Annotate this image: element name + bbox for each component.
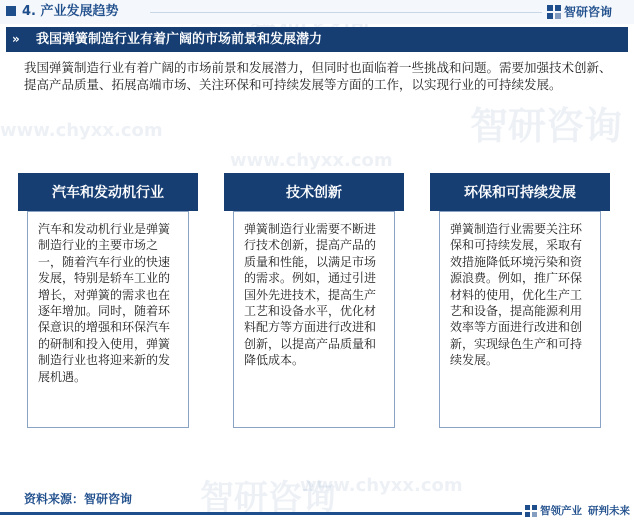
header-divider xyxy=(150,12,542,13)
section-title: 4. 产业发展趋势 xyxy=(22,4,119,19)
page-title: 我国弹簧制造行业有着广阔的市场前景和发展潜力 xyxy=(36,32,323,47)
source-note xyxy=(24,491,132,507)
watermark-url: www.chyxx.com xyxy=(300,475,463,496)
card-title-sustainability: 环保和可持续发展 xyxy=(430,173,610,211)
brand-logo-icon xyxy=(547,5,561,19)
source-label: 资料来源： xyxy=(24,492,85,506)
card-body-sustainability: 弹簧制造行业需要关注环保和可持续发展，采取有效措施降低环境污染和资源浪费。例如，推广环保材料的使用，优化生产工艺和设备，提高能源利用效率等方面进行改进和创新，实现绿色生产和可持续发展。 xyxy=(439,211,601,428)
section-marker-icon xyxy=(6,6,16,16)
brand-logo xyxy=(547,4,612,20)
card-body-innovation: 弹簧制造行业需要不断进行技术创新，提高产品的质量和性能，以满足市场的需求。例如，通过引进国外先进技术，提高生产工艺和设备水平，优化材料配方等方面进行改进和创新，以提高产品质量和降低成本。 xyxy=(233,211,395,428)
watermark-brand: 智研咨询 xyxy=(250,8,370,43)
watermark-url: www.chyxx.com xyxy=(0,120,163,141)
watermark-brand: 智研咨询 xyxy=(200,478,336,518)
slogan-right: 研判未来 xyxy=(588,505,630,517)
source-value: 智研咨询 xyxy=(84,492,133,506)
watermark-url: www.chyxx.com xyxy=(230,150,393,171)
slogan-left: 智领产业 xyxy=(540,505,582,517)
chevron-right-icon: » xyxy=(12,32,18,46)
card-body-automotive: 汽车和发动机行业是弹簧制造行业的主要市场之一，随着汽车行业的快速发展，特别是轿车工业的增长，对弹簧的需求也在逐年增加。同时，随着环保意识的增强和环保汽车的研制和投入使用，弹簧制造行业也将迎来新的发展机遇。 xyxy=(27,211,189,428)
title-bar xyxy=(6,27,628,52)
watermark-brand: 智研咨询 xyxy=(470,104,623,148)
card-title-automotive: 汽车和发动机行业 xyxy=(18,173,198,211)
section-header xyxy=(0,0,634,24)
intro-paragraph: 我国弹簧制造行业有着广阔的市场前景和发展潜力，但同时也面临着一些挑战和问题。需要加强技术创新、提高产品质量、拓展高端市场、关注环保和可持续发展等方面的工作，以实现行业的可持续发展。 xyxy=(24,60,612,92)
footer-brand xyxy=(522,501,634,521)
card-title-innovation: 技术创新 xyxy=(224,173,404,211)
brand-logo-icon xyxy=(525,505,537,517)
brand-name: 智研咨询 xyxy=(564,5,613,19)
